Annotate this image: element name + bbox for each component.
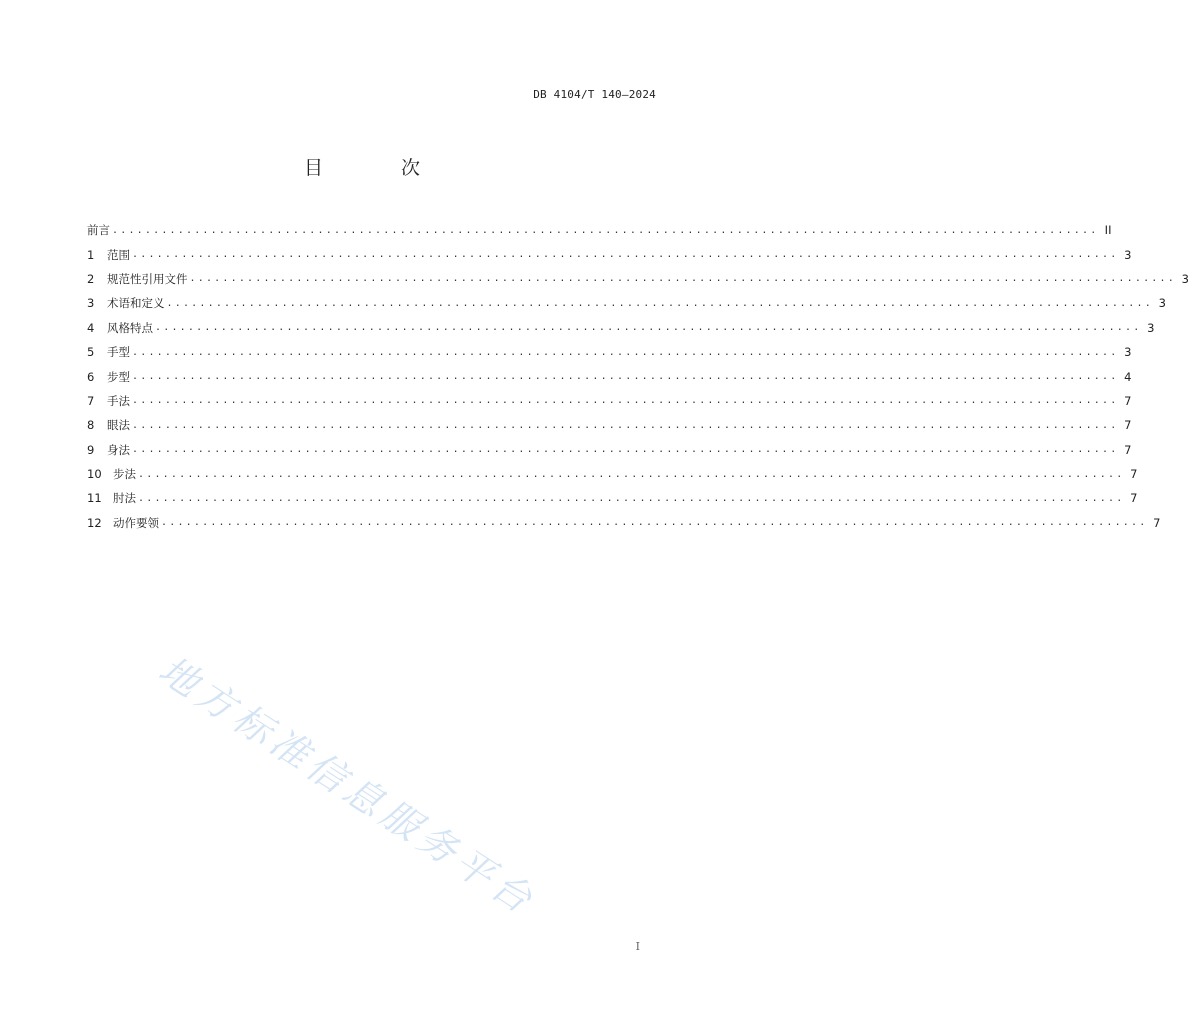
toc-entry[interactable] — [87, 267, 1189, 291]
toc-entry-page: 7 — [1130, 491, 1138, 506]
toc-leader-dots: ........................................................................................................................ — [155, 322, 1142, 334]
toc-entry-foreword[interactable] — [87, 218, 1112, 242]
toc-entry-label: 风格特点 — [107, 320, 153, 335]
toc-entry[interactable] — [87, 364, 1132, 388]
toc-entry-page: 7 — [1124, 418, 1132, 433]
toc-entry[interactable] — [87, 511, 1161, 535]
toc-entry-page: 7 — [1153, 515, 1161, 530]
toc-entry-page: 7 — [1124, 442, 1132, 457]
toc-entry-number: 4 — [87, 320, 95, 335]
toc-entry[interactable] — [87, 242, 1132, 266]
toc-entry-number: 12 — [87, 515, 102, 530]
toc-entry-page: 7 — [1130, 467, 1138, 482]
toc-entry-number: 1 — [87, 247, 95, 262]
table-of-contents — [87, 218, 1189, 535]
toc-leader-dots: ........................................................................................................................ — [138, 492, 1125, 504]
toc-entry-number: 5 — [87, 345, 95, 360]
standard-code: DB 4104/T 140—2024 — [533, 88, 656, 101]
toc-leader-dots: ........................................................................................................................ — [161, 517, 1148, 529]
toc-entry-label: 术语和定义 — [107, 296, 165, 311]
toc-entry-number: 2 — [87, 271, 95, 286]
toc-entry[interactable] — [87, 340, 1132, 364]
toc-leader-dots: ........................................................................................................................ — [132, 249, 1119, 261]
toc-entry-label: 眼法 — [107, 418, 130, 433]
toc-leader-dots: ........................................................................................................................ — [112, 224, 1099, 236]
toc-entry-number: 8 — [87, 418, 95, 433]
toc-entry-label: 肘法 — [113, 491, 136, 506]
toc-entry-label: 步型 — [107, 369, 130, 384]
page-number: I — [635, 940, 640, 953]
toc-leader-dots: ........................................................................................................................ — [132, 444, 1119, 456]
toc-entry[interactable] — [87, 291, 1166, 315]
toc-entry-number: 9 — [87, 442, 95, 457]
toc-entry-page: 3 — [1124, 247, 1132, 262]
toc-entry-number: 6 — [87, 369, 95, 384]
toc-entry-page: 4 — [1124, 369, 1132, 384]
toc-leader-dots: ........................................................................................................................ — [132, 395, 1119, 407]
toc-entry-page: 3 — [1181, 271, 1189, 286]
toc-entry-number: 3 — [87, 296, 95, 311]
toc-entry-number: 10 — [87, 467, 102, 482]
toc-leader-dots: ........................................................................................................................ — [166, 297, 1153, 309]
watermark: 地方标准信息服务平台 — [151, 647, 545, 925]
toc-entry-number: 7 — [87, 393, 95, 408]
toc-entry[interactable] — [87, 462, 1138, 486]
toc-entry[interactable] — [87, 413, 1132, 437]
toc-leader-dots: ........................................................................................................................ — [132, 371, 1119, 383]
toc-entry-label: 范围 — [107, 247, 130, 262]
toc-leader-dots: ........................................................................................................................ — [132, 419, 1119, 431]
toc-entry[interactable] — [87, 389, 1132, 413]
page-title: 目 次 — [303, 157, 457, 179]
toc-entry-label: 手型 — [107, 345, 130, 360]
toc-entry[interactable] — [87, 486, 1138, 510]
toc-entry-label: 身法 — [107, 442, 130, 457]
toc-leader-dots: ........................................................................................................................ — [189, 273, 1176, 285]
toc-entry-page: 3 — [1158, 296, 1166, 311]
toc-entry-number: 11 — [87, 491, 102, 506]
toc-entry-label: 前言 — [87, 223, 110, 238]
toc-entry-label: 规范性引用文件 — [107, 271, 188, 286]
toc-entry-label: 步法 — [113, 467, 136, 482]
toc-entry[interactable] — [87, 316, 1155, 340]
toc-entry-page: 3 — [1147, 320, 1155, 335]
toc-entry-page: II — [1104, 223, 1112, 238]
toc-entry-label: 动作要领 — [113, 515, 159, 530]
toc-leader-dots: ........................................................................................................................ — [132, 346, 1119, 358]
toc-entry-label: 手法 — [107, 393, 130, 408]
toc-entry[interactable] — [87, 438, 1132, 462]
toc-entry-page: 7 — [1124, 393, 1132, 408]
toc-leader-dots: ........................................................................................................................ — [138, 468, 1125, 480]
toc-entry-page: 3 — [1124, 345, 1132, 360]
